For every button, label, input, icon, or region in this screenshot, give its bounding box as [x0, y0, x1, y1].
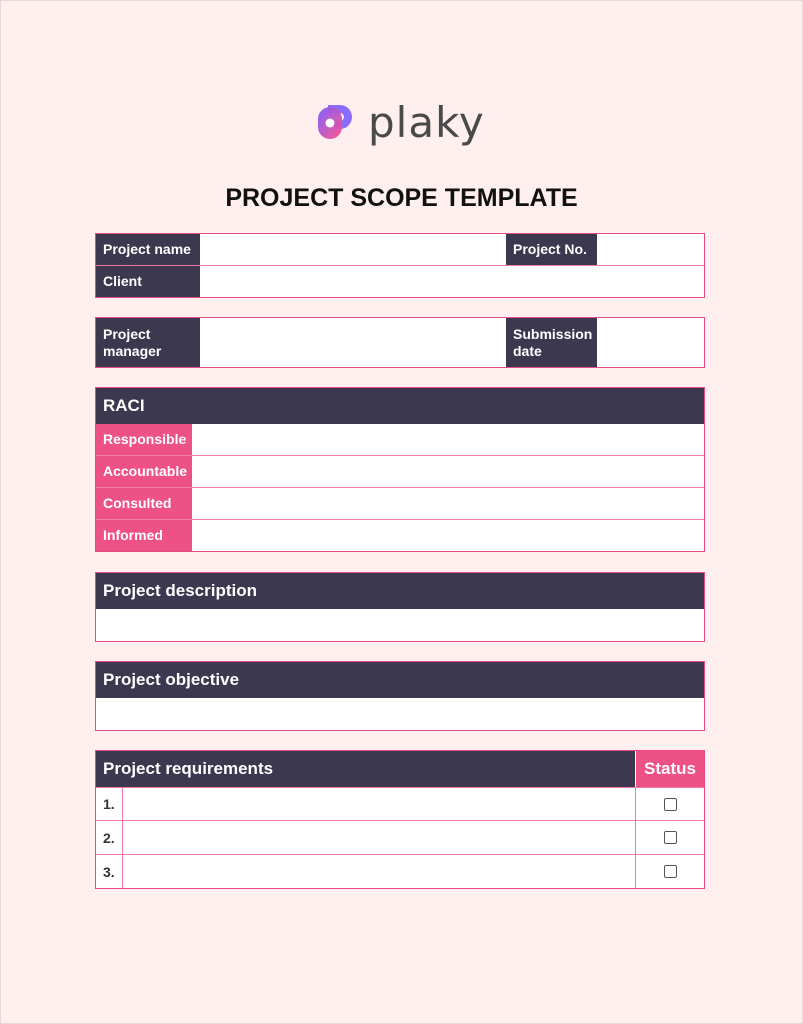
project-manager-field[interactable] — [200, 318, 506, 367]
project-name-field[interactable] — [200, 234, 506, 265]
project-description-field[interactable] — [96, 609, 704, 641]
requirement-number: 1. — [96, 788, 123, 820]
raci-row — [96, 488, 704, 520]
project-objective-section — [95, 661, 705, 731]
raci-row — [96, 456, 704, 488]
project-description-section — [95, 572, 705, 642]
raci-label: Consulted — [96, 488, 192, 519]
raci-field[interactable] — [192, 456, 704, 487]
raci-label: Responsible — [96, 424, 192, 455]
manager-info-table — [95, 317, 705, 368]
brand-name: plaky — [368, 98, 485, 147]
raci-label: Informed — [96, 520, 192, 551]
raci-header: RACI — [96, 388, 704, 424]
submission-date-field[interactable] — [597, 318, 704, 367]
requirement-row — [96, 821, 704, 855]
project-info-table — [95, 233, 705, 298]
requirement-field[interactable] — [123, 788, 635, 820]
requirement-row — [96, 855, 704, 888]
client-label: Client — [96, 266, 200, 297]
requirement-number: 3. — [96, 855, 123, 888]
requirement-number: 2. — [96, 821, 123, 854]
manager-row — [96, 318, 704, 367]
status-checkbox[interactable] — [664, 831, 677, 844]
raci-table — [95, 387, 705, 552]
status-header: Status — [635, 751, 704, 787]
client-row — [96, 266, 704, 297]
requirement-status — [635, 821, 704, 854]
project-objective-header: Project objective — [96, 662, 704, 698]
project-no-field[interactable] — [597, 234, 704, 265]
project-manager-label: Project manager — [96, 318, 200, 367]
brand-logo — [314, 98, 485, 148]
raci-field[interactable] — [192, 424, 704, 455]
raci-row — [96, 520, 704, 551]
client-field[interactable] — [200, 266, 704, 297]
project-description-header: Project description — [96, 573, 704, 609]
requirement-row — [96, 788, 704, 821]
raci-row — [96, 424, 704, 456]
requirement-status — [635, 855, 704, 888]
raci-label: Accountable — [96, 456, 192, 487]
page-title: PROJECT SCOPE TEMPLATE — [225, 184, 578, 212]
requirements-header-row — [96, 751, 704, 788]
plaky-logo-icon — [314, 101, 358, 145]
project-objective-field[interactable] — [96, 698, 704, 730]
requirement-field[interactable] — [123, 855, 635, 888]
project-requirements-header: Project requirements — [96, 751, 635, 787]
project-no-label: Project No. — [506, 234, 597, 265]
requirement-status — [635, 788, 704, 820]
submission-date-label: Submission date — [506, 318, 597, 367]
project-name-row — [96, 234, 704, 266]
raci-field[interactable] — [192, 488, 704, 519]
status-checkbox[interactable] — [664, 865, 677, 878]
project-requirements-table — [95, 750, 705, 889]
raci-field[interactable] — [192, 520, 704, 551]
requirement-field[interactable] — [123, 821, 635, 854]
project-name-label: Project name — [96, 234, 200, 265]
status-checkbox[interactable] — [664, 798, 677, 811]
